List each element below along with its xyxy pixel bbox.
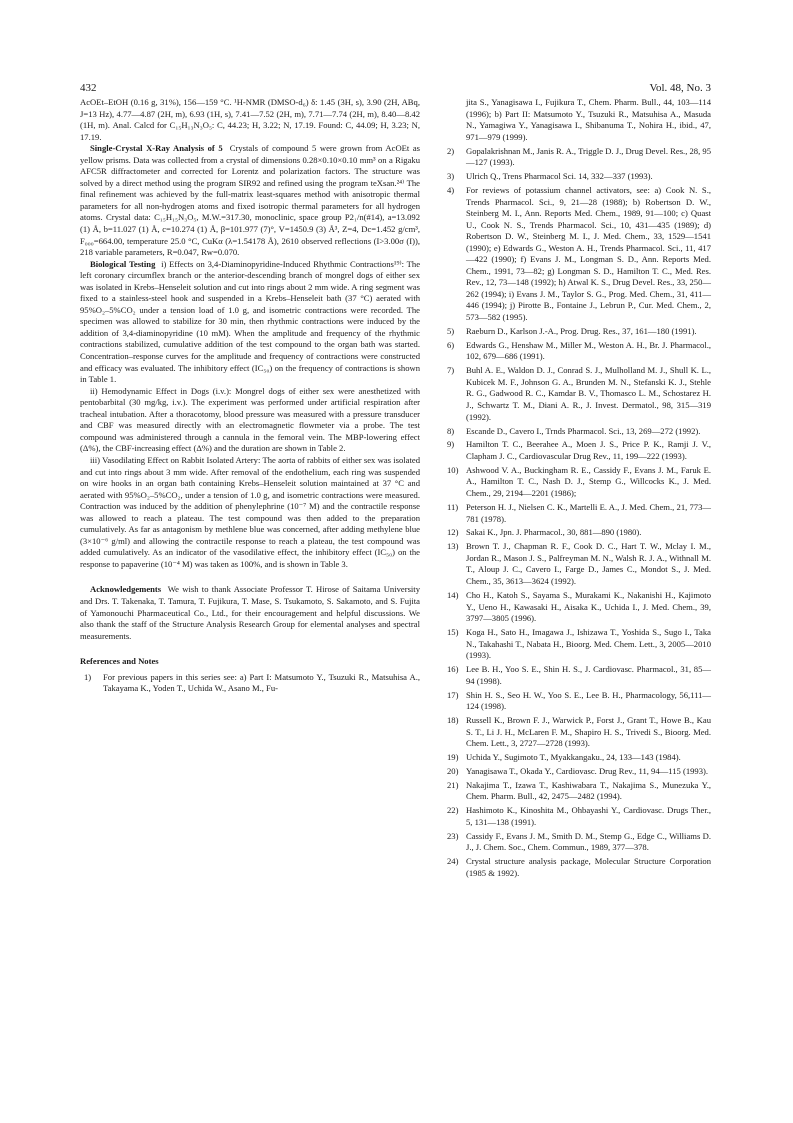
vaso-paragraph: iii) Vasodilating Effect on Rabbit Isolated Artery: The aorta of rabbits of either sex was isolated and cut into rings about 3 mm wide. After removal of the endothelium, each ring was suspended on wire hooks in an organ bath containing Krebs–Henseleit solution maintained at 37 °C and aerated with 95%O₂–5%CO₂, under a tension of 1.0 g, and isometric contractions were measured. Contraction was induced by the addition of phenylephrine (10⁻⁷ M) and the contractile response was allowed to reach a plateau. The test compound was then added to the preparation cumulatively. As far as antagonism by methlene blue was concerned, after adding methylene blue (3×10⁻⁶ g/ml) and allowing the contractile response to reach a plateau, the test compound was added cumulatively. As an indicator of the vasodilative effect, the inhibitory effect (IC₅₀) on the response to papaverine (10⁻⁴ M) was taken as 100%, and is shown in Table 3. xyxy=(80,454,420,569)
reference-number: 14) xyxy=(447,589,459,600)
reference-text: Escande D., Cavero I., Trnds Pharmacol. Sci., 13, 269—272 (1992). xyxy=(466,425,701,436)
reference-number: 9) xyxy=(447,439,455,450)
reference-text: Edwards G., Henshaw M., Miller M., Weston A. H., Br. J. Pharmacol., 102, 679—686 (1991). xyxy=(466,339,711,362)
reference-number: 5) xyxy=(447,325,455,336)
reference-item xyxy=(443,171,711,183)
reference-text: Ashwood V. A., Buckingham R. E., Cassidy F., Evans J. M., Faruk E. A., Hamilton T. C., Nash D. J., Stemp G., Willcocks K., J. Med. Chem., 29, 2194—2201 (1986); xyxy=(466,464,711,499)
reference-number: 16) xyxy=(447,664,459,675)
reference-text: Gopalakrishnan M., Janis R. A., Triggle D. J., Drug Devel. Res., 28, 95—127 (1993). xyxy=(466,145,711,168)
reference-item xyxy=(443,805,711,828)
reference-number: 18) xyxy=(447,714,459,725)
references-heading: References and Notes xyxy=(80,656,159,667)
ack-text: We wish to thank Associate Professor T. Hirose of Saitama University and Drs. T. Takenaka, T. Tamura, T. Fujikura, T. Mase, S. Tsukamoto, S. Sakamoto, and S. Fujita of Yamonouchi Pharmaceutical Co., Ltd., for their encouragement and helpful discussions. We also thank the staff of the Structure Analysis Research Group for elemental analyses and spectral measurements. xyxy=(80,584,420,641)
reference-text: Koga H., Sato H., Imagawa J., Ishizawa T., Yoshida S., Sugo I., Taka N., Takahashi T., Nabata H., Bioorg. Med. Chem. Lett., 3, 2005—2010 (1993). xyxy=(466,626,711,661)
right-column xyxy=(443,97,711,882)
reference-text: Peterson H. J., Nielsen C. K., Martelli E. A., J. Med. Chem., 21, 773—781 (1978). xyxy=(466,501,711,524)
reference-text: For previous papers in this series see: a) Part I: Matsumoto Y., Tsuzuki R., Matsuhisa A., Takayama K., Yoden T., Uchida W., Asano M., Fu- xyxy=(103,671,420,694)
reference-item xyxy=(443,426,711,438)
xray-section xyxy=(80,143,420,258)
reference-item xyxy=(443,439,711,462)
reference-text: Cassidy F., Evans J. M., Smith D. M., Stemp G., Edge C., Williams D. J., J. Chem. Soc., Chem. Commun., 1989, 377—378. xyxy=(466,830,711,853)
reference-item xyxy=(443,627,711,662)
reference-item xyxy=(443,465,711,500)
reference-item xyxy=(443,97,711,143)
ack-heading: Acknowledgements xyxy=(90,584,162,595)
reference-item xyxy=(443,326,711,338)
reference-number: 3) xyxy=(447,171,455,182)
reference-text: For reviews of potassium channel activators, see: a) Cook N. S., Trends Pharmacol. Sci., 9, 21—28 (1988); b) Robertson D. W., Steinberg M. I., Ann. Reports Med. Chem., 1989, 91—100; c) Quast U., Cook N. S., Trends Pharmacol. Sci., 10, 431—435 (1989); d) Robertson D. W., Steinberg M. I., J. Med. Chem., 33, 1529—1541 (1990); e) Edwards G., Weston A. H., Trends Pharmacol. Sci., 11, 417—422 (1990); f) Evans J. M., Longman S. D., Ann. Reports Med. Chem., 1991, 73—82; g) Longman S. D., Hamilton T. C., Med. Res. Rev., 12, 73—148 (1992); h) Atwal K. S., Drug Devel. Res., 33, 250—262 (1994); i) Evans J. M., Taylor S. G., Prog. Med. Chem., 31, 411—446 (1994); j) Pirotte B., Fontaine J., Lebrun P., Cur. Med. Chem., 2, 573—582 (1995). xyxy=(466,185,711,323)
reference-text: jita S., Yanagisawa I., Fujikura T., Chem. Pharm. Bull., 44, 103—114 (1996); b) Part II: Matsumoto Y., Tsuzuki R., Matsuhisa A., Masuda N., Yamagiwa Y., Yanagisawa I., Shibanuma T., Nohira H., ibid., 47, 971—979 (1999). xyxy=(466,97,711,142)
reference-item xyxy=(443,831,711,854)
reference-number: 23) xyxy=(447,830,459,841)
reference-number: 8) xyxy=(447,425,455,436)
reference-number: 11) xyxy=(447,501,459,512)
page-number: 432 xyxy=(80,82,97,94)
reference-text: Lee B. H., Yoo S. E., Shin H. S., J. Cardiovasc. Pharmacol., 31, 85—94 (1998). xyxy=(466,664,711,686)
reference-text: Crystal structure analysis package, Molecular Structure Corporation (1985 & 1992). xyxy=(466,856,711,878)
ack-section xyxy=(80,584,420,642)
bio-heading: Biological Testing xyxy=(90,258,156,269)
reference-text: Shin H. S., Seo H. W., Yoo S. E., Lee B. H., Pharmacology, 56,111—124 (1998). xyxy=(466,689,711,712)
reference-number: 15) xyxy=(447,626,459,637)
reference-list xyxy=(443,146,711,880)
reference-text: Uchida Y., Sugimoto T., Myakkangaku., 24, 133—143 (1984). xyxy=(466,752,681,763)
reference-number: 4) xyxy=(447,185,455,195)
reference-number: 20) xyxy=(447,765,459,776)
reference-number: 19) xyxy=(447,752,459,763)
volume-issue: Vol. 48, No. 3 xyxy=(649,82,711,94)
reference-item xyxy=(443,752,711,764)
reference-text: Raeburn D., Karlson J.-A., Prog. Drug. Res., 37, 161—180 (1991). xyxy=(466,325,697,336)
reference-number: 6) xyxy=(447,339,455,350)
reference-item xyxy=(443,715,711,750)
reference-text: Cho H., Katoh S., Sayama S., Murakami K., Nakanishi H., Kajimoto Y., Ueno H., Kawasaki H., Aisaka K., Uchida I., J. Med. Chem., 39, 3797—3805 (1996). xyxy=(466,589,711,624)
reference-text: Russell K., Brown F. J., Warwick P., Forst J., Grant T., Howe B., Kau S. T., Li J. H., McLaren F. M., Shapiro H. S., Trivedi S., Bioorg. Med. Chem. Lett., 3, 2727—2728 (1993). xyxy=(466,714,711,749)
reference-item xyxy=(443,185,711,324)
reference-item xyxy=(443,541,711,587)
reference-number: 10) xyxy=(447,464,459,475)
reference-text: Hashimoto K., Kinoshita M., Ohbayashi Y., Cardiovasc. Drugs Ther., 5, 131—138 (1991). xyxy=(466,805,711,827)
xray-heading: Single-Crystal X-Ray Analysis of 5 xyxy=(90,143,223,154)
reference-text: Yanagisawa T., Okada Y., Cardiovasc. Drug Rev., 11, 94—115 (1993). xyxy=(466,765,709,776)
reference-number: 22) xyxy=(447,805,459,816)
hemo-paragraph: ii) Hemodynamic Effect in Dogs (i.v.): Mongrel dogs of either sex were anesthetized with pentobarbital (30 mg/kg, i.v.). The experiment was performed under artificial respiration after tracheal intubation. After a thoracotomy, blood pressure was measured with a pressure transducer and CBF was measured directly with an electromagnetic flowmeter via a probe. The test compound was administered through a cannula in the femoral vein. The MBP-lowering effect (Δ%), the CBF-increasing effect (Δ%) and the duration are shown in Table 2. xyxy=(80,385,420,454)
reference-text: Nakajima T., Izawa T., Kashiwabara T., Nakajima S., Munezuka Y., Chem. Pharm. Bull., 42, 2475—2482 (1994). xyxy=(466,779,711,802)
bio-text: i) Effects on 3,4-Diaminopyridine-Induced Rhythmic Contractions¹⁹⁾: The left coronary circumflex branch or the anterior-descending branch of mongrel dogs of either sex was isolated in Krebs–Henseleit solution and cut into rings about 2 mm wide. A ring segment was fixed to a stainless-steel hook and suspended in a Krebs–Henseleit bath (37 °C) aerated with 95%O₂–5%CO₂ under a tension load of 1.0 g, and isometric contractions were recorded. The specimen was allowed to stabilize for 30 min, then rhythmic contractions were induced by the addition of 3,4-diaminopyridine (10 mM). When the amplitude and frequency of the rhythmic contractions stabilized, cumulative addition of the test compound to the organ bath was started. Concentration–response curves for the amplitude and frequency of contractions were constructed and efficacy was evaluated. The inhibitory effect (IC₅₀) on the frequency of contractions is shown in Table 1. xyxy=(80,258,421,385)
reference-item xyxy=(443,365,711,423)
reference-text: Hamilton T. C., Beerahee A., Moen J. S., Price P. K., Ramji J. V., Clapham J. C., Cardiovascular Drug Rev., 11, 199—222 (1993). xyxy=(466,439,711,461)
reference-number: 7) xyxy=(447,365,455,376)
reference-item xyxy=(443,856,711,879)
reference-item xyxy=(443,780,711,803)
reference-number: 17) xyxy=(447,689,459,700)
reference-item xyxy=(443,502,711,525)
xray-text: Crystals of compound 5 were grown from AcOEt as yellow prisms. Data was collected from a crystal of dimensions 0.28×0.10×0.10 mm³ on a Rigaku AFC5R diffractometer and corrected for Lorentz and polarization factors. The structure was solved by a direct method using the program SIR92 and refined using the program teXsan.²⁴⁾ The final refinement was achieved by the full-matrix least-squares method with anisotropic thermal parameters for all non-hydrogen atoms and fixed isotropic thermal parameters for all hydrogen atoms. Crystal data: C₁₅H₁₅N₃O₅, M.W.=317.30, monoclinic, space group P2₁/n(#14), a=13.092 (1) Å, b=11.027 (1) Å, c=10.274 (1) Å, β=101.977 (7)°, V=1450.9 (3) Å³, Z=4, Dc=1.452 g/cm³, F₀₀₀=664.00, temperature 25.0 °C, CuKα (λ=1.54178 Å), 2610 observed reflections (I>3.00σ (I)), 218 variable parameters, R=0.047, Rw=0.070. xyxy=(80,143,420,258)
reference-number: 24) xyxy=(447,856,459,867)
reference-number: 2) xyxy=(447,145,455,156)
reference-number: 12) xyxy=(447,527,459,538)
reference-item xyxy=(443,590,711,625)
reference-item xyxy=(443,527,711,539)
reference-item xyxy=(443,146,711,169)
reference-item xyxy=(443,664,711,687)
reference-text: Brown T. J., Chapman R. F., Cook D. C., Hart T. W., Mclay I. M., Jordan R., Mason J. S., Palfreyman M. N., Walsh R. J. A., Withnall M. T., Aloup J. C., Cavero I., Farge D., James C., Mondot S., J. Med. Chem., 35, 3613—3624 (1992). xyxy=(466,541,711,587)
reference-text: Sakai K., Jpn. J. Pharmacol., 30, 881—890 (1980). xyxy=(466,527,642,538)
reference-item xyxy=(443,766,711,778)
reference-number: 21) xyxy=(447,779,459,790)
reference-text: Buhl A. E., Waldon D. J., Conrad S. J., Mulholland M. J., Shull K. L., Kubicek M. F., Johnson G. A., Brunden M. N., Stefanski K. J., Stehle R. G., Gadwood R. C., Kamdar B. V., Thomasco L. M., Schostarez H. J., Schwartz T. M., Diani A. R., J. Invest. Dermatol., 98, 315—319 (1992). xyxy=(466,365,711,422)
left-column xyxy=(80,97,420,697)
reference-item xyxy=(80,672,420,695)
reference-number: 1) xyxy=(84,671,92,682)
reference-number: 13) xyxy=(447,541,459,552)
bio-section xyxy=(80,259,420,386)
reference-text: Ulrich Q., Trens Pharmacol Sci. 14, 332—337 (1993). xyxy=(466,171,653,182)
reference-item xyxy=(443,690,711,713)
nmr-paragraph: AcOEt–EtOH (0.16 g, 31%), 156—159 °C. ¹H-NMR (DMSO-d₆) δ: 1.45 (3H, s), 3.90 (2H, ABq, J=13 Hz), 4.77—4.87 (2H, m), 6.93 (1H, s), 7.41—7.52 (2H, m), 7.71—7.74 (2H, m), 8.40—8.42 (1H, m). Anal. Calcd for C₁₅H₁₃N₃O₅: C, 44.23; H, 3.22; N, 17.19. Found: C, 44.09; H, 3.23; N, 17.19. xyxy=(80,97,420,142)
reference-item xyxy=(443,340,711,363)
